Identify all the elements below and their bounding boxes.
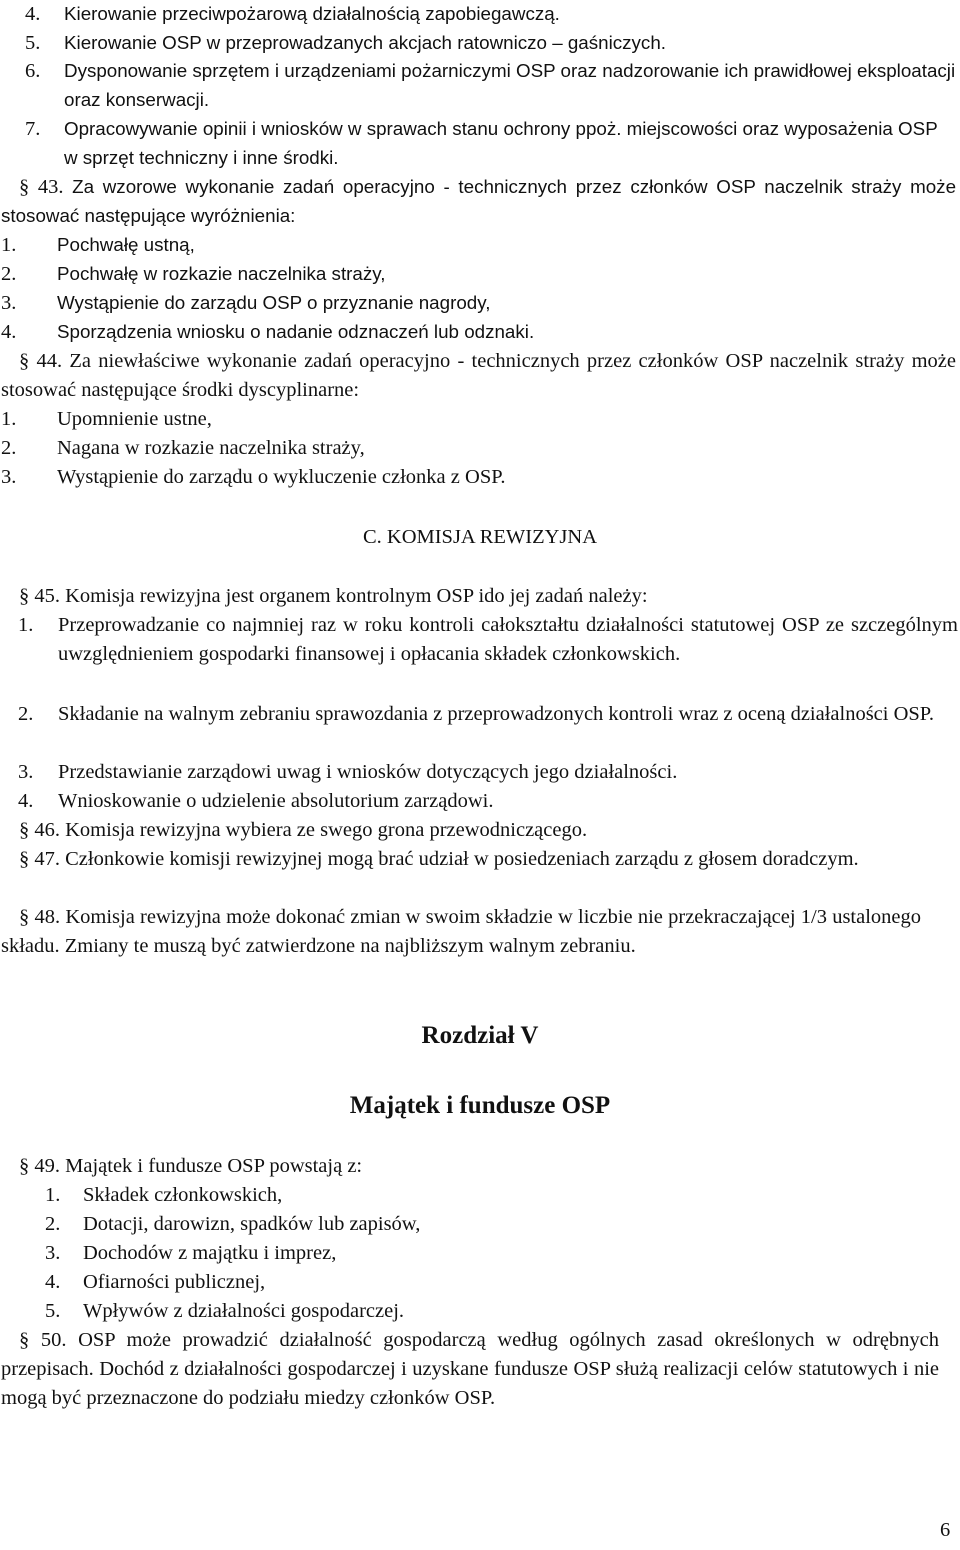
section-mark: § 44. xyxy=(19,350,63,372)
list-item: 6. Dysponowanie sprzętem i urządzeniami pożarniczymi OSP oraz nadzorowanie ich prawidłowej eksploatacji oraz konserwacji. xyxy=(25,60,956,110)
chapter-title: Majątek i fundusze OSP xyxy=(349,1092,611,1119)
page-number: 6 xyxy=(940,1519,951,1541)
paragraph-44: § 44. Za niewłaściwe wykonanie zadań operacyjno - technicznych przez członków OSP naczelnik straży może stosować następujące środki dyscyplinarne: xyxy=(1,350,957,401)
list-item: 3. Wystąpienie do zarządu o wykluczenie członka z OSP. xyxy=(1,466,506,488)
section-mark: § 48. xyxy=(19,906,61,928)
list-item: 3. Przedstawianie zarządowi uwag i wniosków dotyczących jego działalności. xyxy=(18,761,678,783)
list-item: 2. Pochwałę w rozkazie naczelnika straży, xyxy=(1,263,386,285)
paragraph-50: § 50. OSP może prowadzić działalność gospodarczą według ogólnych zasad określonych w odrębnych przepisach. Dochód z działalności gospodarczej i uzyskane fundusze OSP służą realizacji celów statutowych i nie mogą być przeznaczone do podziału miedzy członków OSP. xyxy=(1,1329,940,1409)
section-mark: § 50. xyxy=(19,1329,67,1351)
paragraph-47: § 47. Członkowie komisji rewizyjnej mogą brać udział w posiedzeniach zarządu z głosem doradczym. xyxy=(1,845,956,874)
paragraph-43: § 43. Za wzorowe wykonanie zadań operacyjno - technicznych przez członków OSP naczelnik straży może stosować następujące wyróżnienia: xyxy=(1,176,957,226)
list-item: 4. Kierowanie przeciwpożarową działalnością zapobiegawczą. xyxy=(25,3,560,25)
paragraph-49: § 49. Majątek i fundusze OSP powstają z: xyxy=(1,1152,956,1181)
list-item: 1. Upomnienie ustne, xyxy=(1,408,212,430)
section-mark: § 47. xyxy=(19,848,60,870)
list-item: 1. Składek członkowskich, xyxy=(45,1184,283,1206)
list-item: 5. Kierowanie OSP w przeprowadzanych akcjach ratowniczo – gaśniczych. xyxy=(25,32,666,54)
list-item: 3. Wystąpienie do zarządu OSP o przyznanie nagrody, xyxy=(1,292,491,314)
section-mark: § 45. xyxy=(19,585,60,607)
section-mark: § 43. xyxy=(19,176,64,198)
section-mark: § 46. xyxy=(19,819,60,841)
list-item: 4. Wnioskowanie o udzielenie absolutorium zarządowi. xyxy=(18,790,494,812)
chapter-heading: Rozdział V xyxy=(421,1022,539,1049)
section-heading: C. KOMISJA REWIZYJNA xyxy=(362,526,598,548)
list-item: 2. Dotacji, darowizn, spadków lub zapisów, xyxy=(45,1213,421,1235)
list-item: 3. Dochodów z majątku i imprez, xyxy=(45,1242,337,1264)
list-item: 1. Pochwałę ustną, xyxy=(1,234,195,256)
paragraph-48: § 48. Komisja rewizyjna może dokonać zmian w swoim składzie w liczbie nie przekraczającej 1/3 ustalonego składu. Zmiany te muszą być zatwierdzone na najbliższym walnym zebraniu. xyxy=(1,906,922,957)
list-item: 7. Opracowywanie opinii i wniosków w sprawach stanu ochrony ppoż. miejscowości oraz wyposażenia OSP w sprzęt techniczny i inne środki. xyxy=(25,118,938,168)
list-item: 4. Ofiarności publicznej, xyxy=(45,1271,266,1293)
list-item: 5. Wpływów z działalności gospodarczej. xyxy=(45,1300,405,1322)
list-item: 2. Składanie na walnym zebraniu sprawozdania z przeprowadzonych kontroli wraz z oceną działalności OSP. xyxy=(18,703,935,725)
paragraph-45: § 45. Komisja rewizyjna jest organem kontrolnym OSP ido jej zadań należy: xyxy=(1,582,956,611)
list-item: 1. Przeprowadzanie co najmniej raz w roku kontroli całokształtu działalności statutowej OSP ze szczególnym uwzględnieniem gospodarki finansowej i opłacania składek członkowskich. xyxy=(18,614,958,665)
list-item: 4. Sporządzenia wniosku o nadanie odznaczeń lub odznaki. xyxy=(1,321,535,343)
paragraph-46: § 46. Komisja rewizyjna wybiera ze swego grona przewodniczącego. xyxy=(1,816,956,845)
list-item: 2. Nagana w rozkazie naczelnika straży, xyxy=(1,437,365,459)
section-mark: § 49. xyxy=(19,1155,60,1177)
